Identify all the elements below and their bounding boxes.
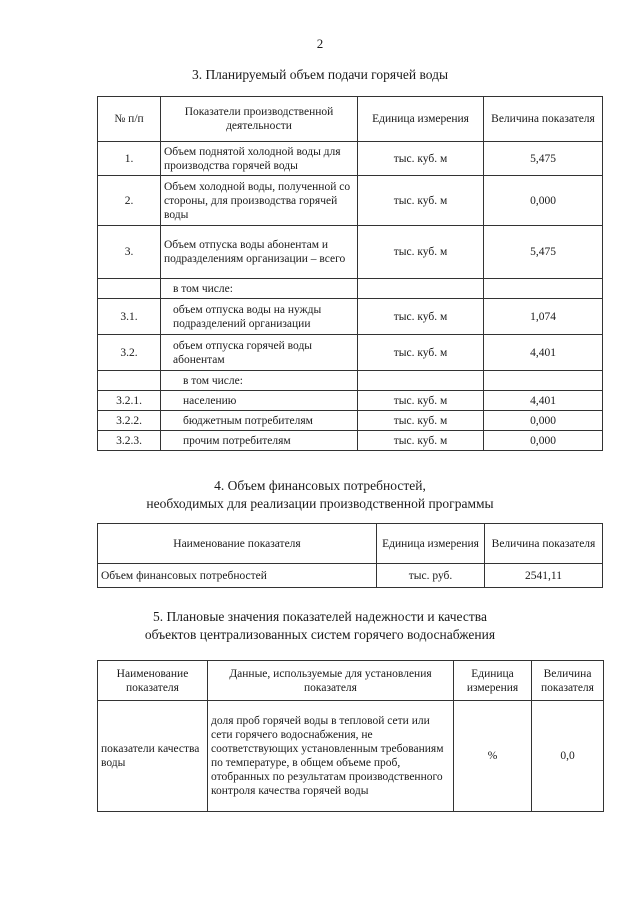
financial-needs-table — [97, 523, 603, 588]
row-unit: % — [454, 701, 532, 812]
row-name: показатели качества воды — [98, 701, 208, 812]
row-num — [98, 279, 161, 299]
table-header-row — [98, 661, 604, 701]
row-name: в том числе: — [161, 371, 358, 391]
table-row — [98, 176, 603, 226]
row-name: Объем поднятой холодной воды для производства горячей воды — [161, 142, 358, 176]
header-value: Величина показателя — [484, 97, 603, 142]
section4-title-line1: 4. Объем финансовых потребностей, — [214, 478, 426, 493]
supply-volume-table — [97, 96, 603, 451]
row-value: 5,475 — [484, 226, 603, 279]
header-num: № п/п — [98, 97, 161, 142]
row-unit: тыс. куб. м — [358, 411, 484, 431]
table-row — [98, 299, 603, 335]
row-unit: тыс. куб. м — [358, 335, 484, 371]
row-value: 2541,11 — [485, 564, 603, 588]
row-unit — [358, 371, 484, 391]
section5-title-line2: объектов централизованных систем горячего водоснабжения — [144, 627, 496, 642]
row-name: Объем финансовых потребностей — [98, 564, 377, 588]
table-row — [98, 701, 604, 812]
row-value: 0,000 — [484, 411, 603, 431]
row-unit: тыс. куб. м — [358, 176, 484, 226]
table-row — [98, 391, 603, 411]
page-number: 2 — [316, 36, 324, 51]
row-value — [484, 371, 603, 391]
row-value: 0,000 — [484, 431, 603, 451]
row-num: 3.2.2. — [98, 411, 161, 431]
header-value: Величина показателя — [532, 661, 604, 701]
row-name: населению — [161, 391, 358, 411]
row-name: прочим потребителям — [161, 431, 358, 451]
table-row — [98, 564, 603, 588]
table-row — [98, 335, 603, 371]
table-header-row — [98, 97, 603, 142]
table-row — [98, 279, 603, 299]
row-value: 4,401 — [484, 335, 603, 371]
row-value: 0,0 — [532, 701, 604, 812]
row-num: 3. — [98, 226, 161, 279]
table-row — [98, 142, 603, 176]
header-unit: Единица измерения — [358, 97, 484, 142]
header-value: Величина показателя — [485, 524, 603, 564]
row-num: 3.2.1. — [98, 391, 161, 411]
reliability-quality-table — [97, 660, 604, 812]
header-name: Наименование показателя — [98, 661, 208, 701]
row-unit — [358, 279, 484, 299]
row-name: объем отпуска воды на нужды подразделений организации — [161, 299, 358, 335]
row-num: 2. — [98, 176, 161, 226]
row-data: доля проб горячей воды в тепловой сети или сети горячего водоснабжения, не соответствующих установленным требованиям по температуре, в общем объеме проб, отобранных по результатам производственного контроля качества горячей воды — [208, 701, 454, 812]
row-num: 1. — [98, 142, 161, 176]
section5-title-line1: 5. Плановые значения показателей надежности и качества — [153, 609, 487, 624]
table-row — [98, 371, 603, 391]
header-indicator: Показатели производственной деятельности — [161, 97, 358, 142]
row-name: Объем отпуска воды абонентам и подразделениям организации – всего — [161, 226, 358, 279]
header-unit: Единица измерения — [454, 661, 532, 701]
row-name: в том числе: — [161, 279, 358, 299]
row-num: 3.2. — [98, 335, 161, 371]
row-value: 0,000 — [484, 176, 603, 226]
row-value: 4,401 — [484, 391, 603, 411]
table-row — [98, 411, 603, 431]
section4-title — [0, 477, 640, 513]
section3-title: 3. Планируемый объем подачи горячей воды — [191, 67, 449, 82]
section5-title — [0, 608, 640, 644]
row-value — [484, 279, 603, 299]
row-unit: тыс. куб. м — [358, 431, 484, 451]
row-unit: тыс. руб. — [377, 564, 485, 588]
row-num — [98, 371, 161, 391]
row-name: объем отпуска горячей воды абонентам — [161, 335, 358, 371]
row-value: 1,074 — [484, 299, 603, 335]
row-value: 5,475 — [484, 142, 603, 176]
table-row — [98, 431, 603, 451]
row-unit: тыс. куб. м — [358, 142, 484, 176]
row-unit: тыс. куб. м — [358, 226, 484, 279]
table-header-row — [98, 524, 603, 564]
header-data: Данные, используемые для установления показателя — [208, 661, 454, 701]
header-unit: Единица измерения — [377, 524, 485, 564]
row-num: 3.1. — [98, 299, 161, 335]
row-num: 3.2.3. — [98, 431, 161, 451]
header-name: Наименование показателя — [98, 524, 377, 564]
row-name: Объем холодной воды, полученной со стороны, для производства горячей воды — [161, 176, 358, 226]
table-row — [98, 226, 603, 279]
section4-title-line2: необходимых для реализации производственной программы — [146, 496, 494, 511]
row-unit: тыс. куб. м — [358, 391, 484, 411]
row-unit: тыс. куб. м — [358, 299, 484, 335]
row-name: бюджетным потребителям — [161, 411, 358, 431]
